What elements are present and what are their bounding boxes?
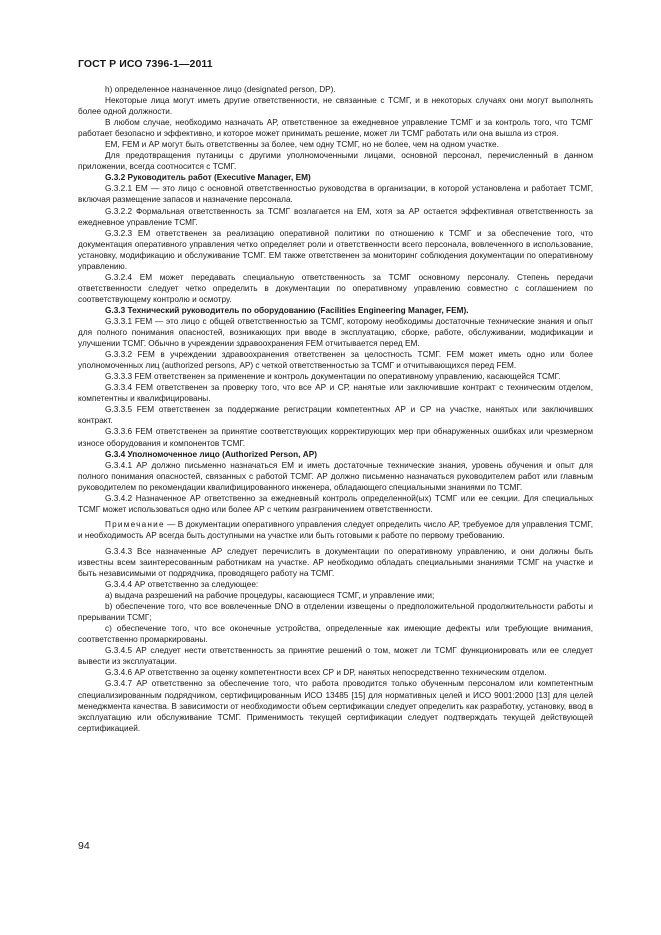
page-number: 94 xyxy=(78,840,90,852)
body-paragraph: h) определенное назначенное лицо (designated person, DP). xyxy=(105,85,336,94)
body-paragraph: Для предотвращения путаницы с другими уполномоченными лицами, основной персонал, перечисленный в данном приложении, всегда соотносится с ТСМГ. xyxy=(78,151,593,172)
body-paragraph: G.3.2.3 ЕМ ответственен за реализацию оперативной политики по отношению к ТСМГ и за обеспечение того, что документация оперативного управления четко определяет роли и ответственности всего персонала, вовлеченного в использование, установку, модификацию и обслуживание ТСМГ. ЕМ также ответственен за мониторинг соблюдения документации по оперативному управлению. xyxy=(78,228,593,271)
section-heading: G.3.4 Уполномоченное лицо (Authorized Person, АР) xyxy=(105,449,317,459)
body-paragraph: G.3.4.5 АР следует нести ответственность за принятие решений о том, может ли ТСМГ функционировать или ее следует вывести из эксплуатации. xyxy=(78,646,593,667)
body-paragraph: Некоторые лица могут иметь другие ответственности, не связанные с ТСМГ, и в некоторых случаях они могут выполнять более одной должности. xyxy=(78,96,593,117)
body-paragraph: G.3.3.5 FEM ответственен за поддержание регистрации компетентных АР и СР на участке, нанятых или заключивших контракт. xyxy=(78,405,593,426)
section-heading: G.3.2 Руководитель работ (Executive Manager, ЕМ) xyxy=(105,173,311,183)
body-paragraph: G.3.4.6 АР ответственно за оценку компетентности всех СР и DP, нанятых непосредственно техническим отделом. xyxy=(105,668,547,678)
body-paragraph: c) обеспечение того, что все оконечные устройства, определенные как имеющие дефекты или требующие внимания, соответственно промаркированы. xyxy=(78,624,593,645)
body-paragraph: G.3.3.2 FEM в учреждении здравоохранения ответственен за целостность ТСМГ. FEM может иметь одно или более уполномоченных лиц (authorized persons, АР) с четкой ответственностью за ТСМГ и отчитывающихся перед FEM. xyxy=(78,350,593,371)
note-text: — В документации оперативного управления следует определить число АР, требуемое для управления ТСМГ, и необходимость АР всегда быть доступными на участке или быть готовыми к работе по первому требованию. xyxy=(78,519,593,540)
body-paragraph: G.3.3.6 FEM ответственен за принятие соответствующих корректирующих мер при обнаруженных ошибках или чрезмерном износе оборудования и компонентов ТСМГ. xyxy=(78,427,593,448)
body-paragraph: а) выдача разрешений на рабочие процедуры, касающиеся ТСМГ, и управление ими; xyxy=(105,591,435,601)
body-paragraph: G.3.4.3 Все назначенные АР следует перечислить в документации по оперативному управлению, и они должны быть известны всем заинтересованным работникам на участке. АР необходимо обладать специальными знаниями ТСМГ на участке и быть независимыми от подрядчика, проводящего работу на ТСМГ. xyxy=(78,546,593,579)
body-paragraph: G.3.4.2 Назначенное АР ответственно за ежедневный контроль определенной(ых) ТСМГ или ее секции. Для специальных ТСМГ может использоваться одно или более АР с четким разграничением ответственности. xyxy=(78,493,593,514)
note-label: Примечание xyxy=(105,519,165,529)
body-paragraph: G.3.4.4 АР ответственно за следующее: xyxy=(105,580,259,590)
body-paragraph: G.3.2.4 ЕМ может передавать специальную ответственность за ТСМГ основному персоналу. Степень передачи ответственности следует четко определить в документации по оперативному управлению совместно с соглашением по соответствующему контролю и осмотру. xyxy=(78,272,593,304)
body-paragraph: G.3.4.1 АР должно письменно назначаться ЕМ и иметь достаточные технические знания, уровень обучения и опыт для полного понимания опасностей, связанных с работой ТСМГ. АР должно письменно назначаться руководителем работ или главным руководителем по рекомендации квалифицированного инженера, обладающего специальными знаниями по ТСМГ. xyxy=(78,460,593,492)
body-paragraph: В любом случае, необходимо назначать АР, ответственное за ежедневное управление ТСМГ и за контроль того, что ТСМГ работает безопасно и эффективно, и которое может принимать решение, может ли ТСМГ работать или она вышла из строя. xyxy=(78,118,593,139)
document-body xyxy=(78,84,593,734)
page-header: ГОСТ Р ИСО 7396-1—2011 xyxy=(78,58,213,70)
body-paragraph: b) обеспечение того, что все вовлеченные DNO в отделении извещены о предположительной продолжительности работы и прерывании ТСМГ; xyxy=(78,602,593,623)
body-paragraph: G.3.3.4 FEM ответственен за проверку того, что все АР и СР, нанятые или заключившие контракт с техническим отделом, компетентны и квалифицированы. xyxy=(78,383,593,404)
note-paragraph xyxy=(78,519,593,541)
body-paragraph: G.3.2.2 Формальная ответственность за ТСМГ возлагается на ЕМ, хотя за АР остается эффективная ответственность за ежедневное управление ТСМГ. xyxy=(78,206,593,227)
body-paragraph: G.3.4.7 АР ответственно за обеспечение того, что работа проводится только обученным персоналом или компетентным специализированным подрядчиком, сертифицированным ИСО 13485 [15] для нормативных целей и ИСО 9001:2000 [13] для целей менеджмента качества. В зависимости от необходимости объем сертификации следует определить как разработку, установку, ввод в эксплуатацию или обслуживание ТСМГ. Применимость текущей сертификации следует подтверждать текущей действующей сертификацией. xyxy=(78,679,593,733)
section-heading: G.3.3 Технический руководитель по оборудованию (Facilities Engineering Manager, FEM). xyxy=(105,305,469,315)
body-paragraph: G.3.2.1 ЕМ — это лицо с основной ответственностью руководства в организации, в которой установлена и работает ТСМГ, включая размещение запасов и назначение персонала. xyxy=(78,184,593,205)
body-paragraph: ЕМ, FEM и АР могут быть ответственны за более, чем одну ТСМГ, но не более, чем на одном участке. xyxy=(105,140,499,150)
body-paragraph: G.3.3.1 FEM — это лицо с общей ответственностью за ТСМГ, которому необходимы достаточные технические знания и опыт для полного понимания опасностей, возникающих при вводе в эксплуатацию, сборке, работе, обслуживании, модификации и улучшении ТСМГ. Обычно в учреждении здравоохранения FEM отчитывается перед ЕМ. xyxy=(78,316,593,349)
body-paragraph: G.3.3.3 FEM ответственен за применение и контроль документации по оперативному управлению, касающейся ТСМГ. xyxy=(105,372,561,382)
